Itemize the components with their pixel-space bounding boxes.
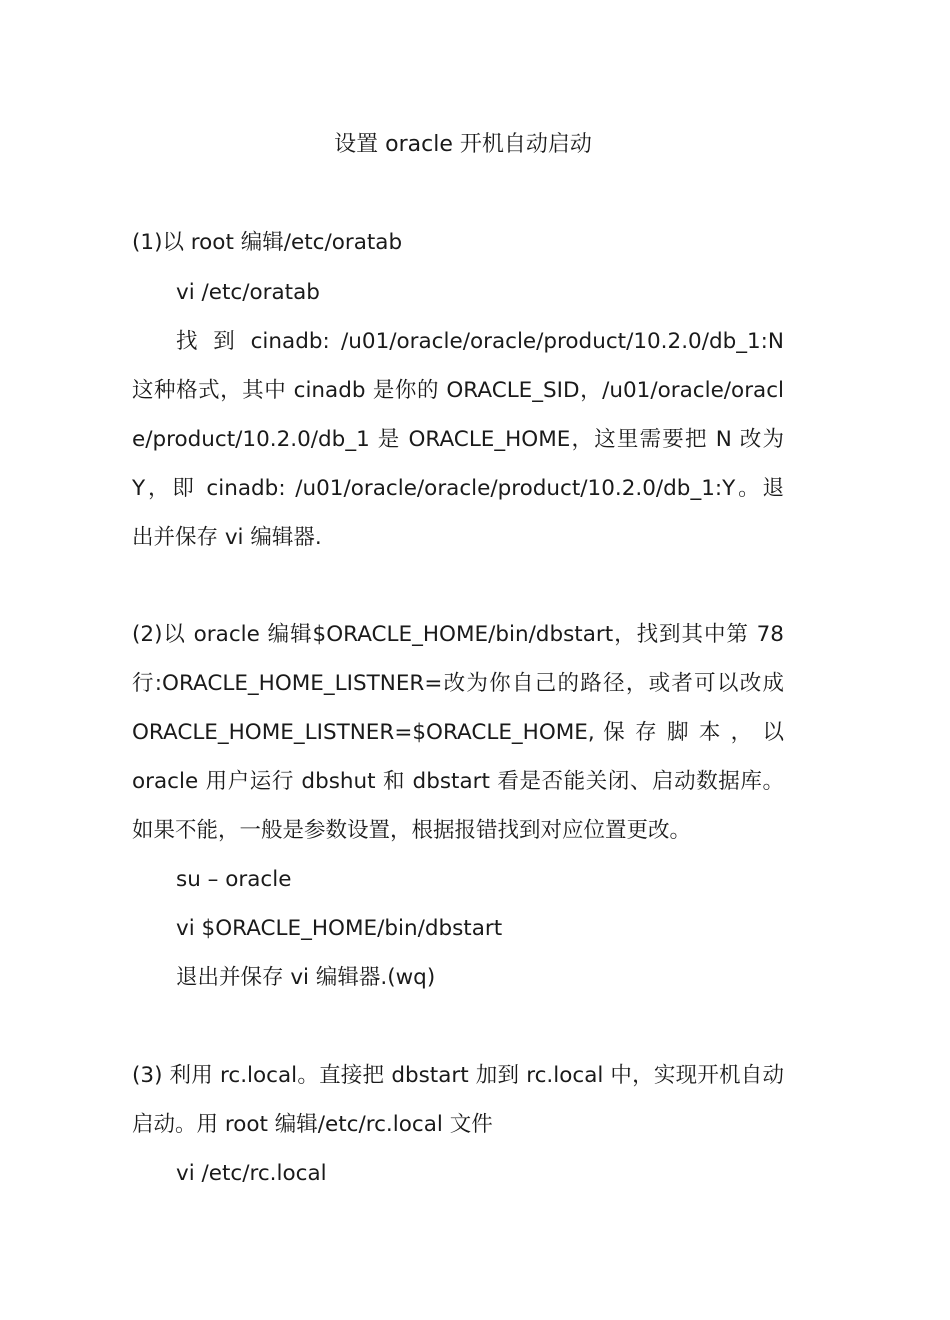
section2-para-line-2: 行:ORACLE_HOME_LISTNER=改为你自己的路径，或者可以改成 <box>132 671 784 696</box>
section1-para-line-3: e/product/10.2.0/db_1 是 ORACLE_HOME，这里需要把 N 改为 <box>132 427 784 452</box>
section3-para-line-1: (3) 利用 rc.local。直接把 dbstart 加到 rc.local 中，实现开机自动 <box>132 1063 784 1088</box>
document-title: 设置 oracle 开机自动启动 <box>334 132 592 157</box>
section1-para-line-2: 这种格式，其中 cinadb 是你的 ORACLE_SID，/u01/oracle/oracl <box>132 378 784 403</box>
section1-command: vi /etc/oratab <box>176 280 320 305</box>
section1-para-line-5: 出并保存 vi 编辑器. <box>132 525 322 550</box>
section2-command-2: vi $ORACLE_HOME/bin/dbstart <box>176 916 503 941</box>
section1-heading: (1)以 root 编辑/etc/oratab <box>132 230 403 255</box>
section3-command-1: vi /etc/rc.local <box>176 1161 327 1186</box>
section2-para-line-1: (2)以 oracle 编辑$ORACLE_HOME/bin/dbstart，找到其中第 78 <box>132 622 784 647</box>
section1-para-line-1: 找 到 cinadb: /u01/oracle/oracle/product/10.2.0/db_1:N <box>176 329 784 354</box>
section2-command-1: su – oracle <box>176 867 292 892</box>
section2-para-line-3: ORACLE_HOME_LISTNER=$ORACLE_HOME, 保 存 脚 本 ， 以 <box>132 720 784 745</box>
section2-command-3: 退出并保存 vi 编辑器.(wq) <box>176 965 436 990</box>
section2-para-line-5: 如果不能，一般是参数设置，根据报错找到对应位置更改。 <box>132 818 692 843</box>
section1-para-line-4: Y，即 cinadb: /u01/oracle/oracle/product/10.2.0/db_1:Y。退 <box>132 476 784 501</box>
section2-para-line-4: oracle 用户运行 dbshut 和 dbstart 看是否能关闭、启动数据库。 <box>132 769 784 794</box>
section3-para-line-2: 启动。用 root 编辑/etc/rc.local 文件 <box>132 1112 493 1137</box>
